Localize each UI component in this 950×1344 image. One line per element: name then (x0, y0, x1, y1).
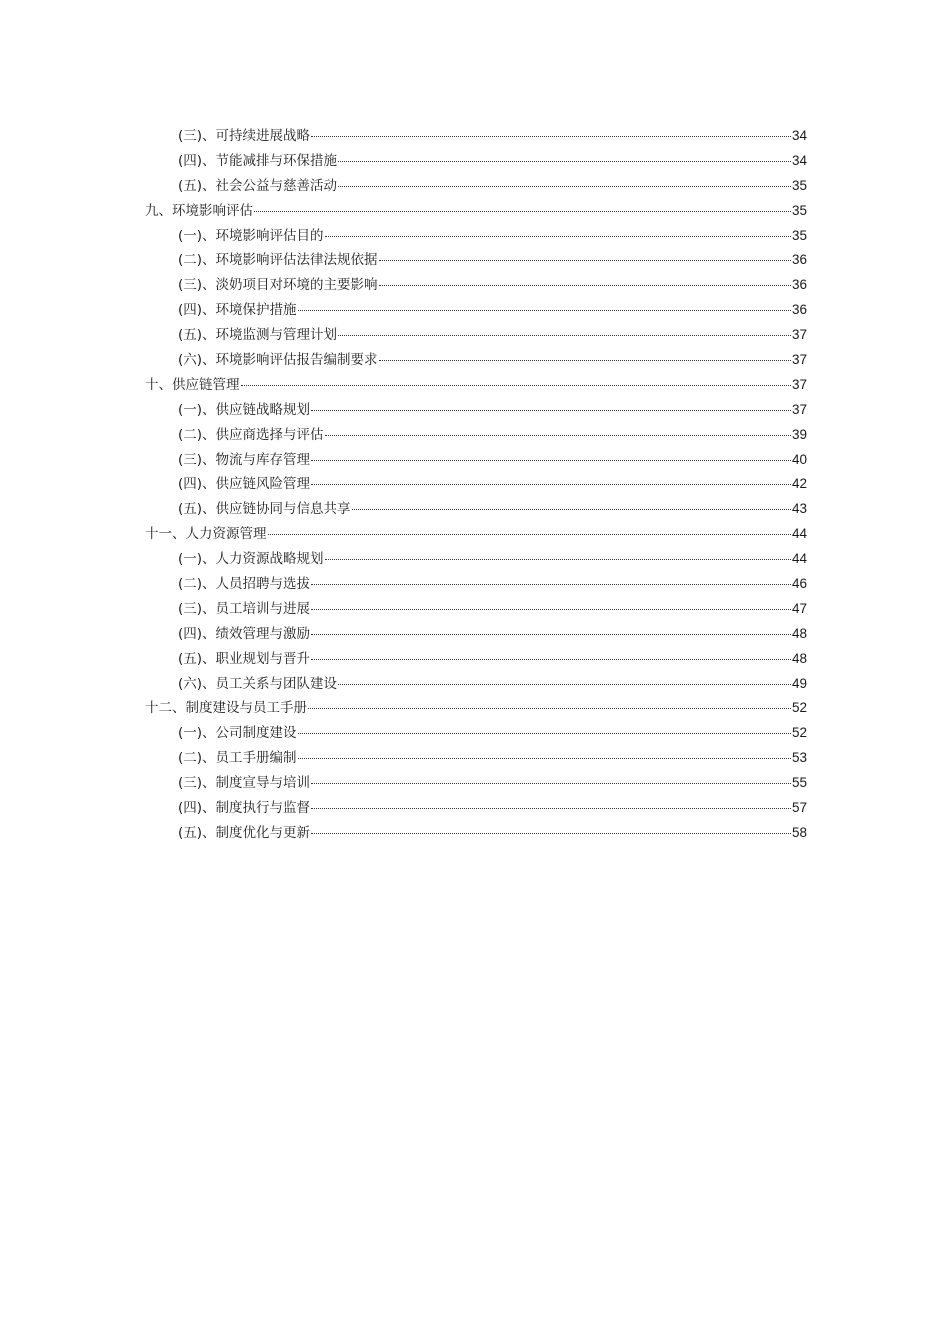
toc-dot-leader (338, 334, 791, 336)
toc-page-number: 37 (791, 401, 807, 417)
toc-dot-leader (311, 409, 791, 411)
toc-dot-leader (311, 807, 791, 809)
toc-section-entry[interactable] (145, 572, 807, 597)
toc-dot-leader (379, 359, 791, 361)
toc-section-entry[interactable] (145, 647, 807, 672)
toc-chapter-entry[interactable] (145, 522, 807, 547)
toc-section-entry[interactable] (145, 796, 807, 821)
toc-section-entry[interactable] (145, 821, 807, 846)
toc-entry-title: (三)、员工培训与进展 (178, 600, 311, 617)
toc-dot-leader (338, 185, 791, 187)
toc-entry-title: 十一、人力资源管理 (145, 526, 267, 543)
toc-page-number: 35 (791, 227, 807, 243)
toc-entry-title: (四)、供应链风险管理 (178, 476, 311, 493)
toc-entry-title: 九、环境影响评估 (145, 202, 253, 219)
toc-dot-leader (379, 284, 791, 286)
toc-page-number: 52 (791, 725, 807, 741)
toc-dot-leader (311, 832, 791, 834)
toc-section-entry[interactable] (145, 597, 807, 622)
toc-entry-title: (三)、淡奶项目对环境的主要影响 (178, 277, 378, 294)
toc-dot-leader (268, 533, 791, 535)
table-of-contents (145, 124, 807, 846)
toc-entry-title: (六)、环境影响评估报告编制要求 (178, 352, 378, 369)
toc-page-number: 46 (791, 576, 807, 592)
toc-dot-leader (311, 633, 791, 635)
toc-page-number: 35 (791, 177, 807, 193)
toc-entry-title: (一)、人力资源战略规划 (178, 551, 324, 568)
toc-page-number: 35 (791, 202, 807, 218)
toc-dot-leader (308, 707, 791, 709)
toc-page-number: 48 (791, 625, 807, 641)
toc-chapter-entry[interactable] (145, 696, 807, 721)
toc-section-entry[interactable] (145, 746, 807, 771)
toc-page-number: 42 (791, 476, 807, 492)
toc-dot-leader (325, 434, 791, 436)
toc-page-number: 37 (791, 352, 807, 368)
toc-dot-leader (311, 608, 791, 610)
toc-entry-title: (二)、员工手册编制 (178, 750, 297, 767)
toc-dot-leader (298, 757, 791, 759)
toc-dot-leader (311, 583, 791, 585)
toc-entry-title: (五)、职业规划与晋升 (178, 650, 311, 667)
toc-section-entry[interactable] (145, 448, 807, 473)
toc-section-entry[interactable] (145, 672, 807, 697)
toc-section-entry[interactable] (145, 547, 807, 572)
toc-section-entry[interactable] (145, 472, 807, 497)
toc-page-number: 36 (791, 277, 807, 293)
toc-page-number: 44 (791, 551, 807, 567)
toc-dot-leader (325, 235, 791, 237)
toc-entry-title: 十、供应链管理 (145, 376, 240, 393)
toc-section-entry[interactable] (145, 323, 807, 348)
toc-page-number: 37 (791, 327, 807, 343)
toc-dot-leader (298, 732, 791, 734)
toc-entry-title: (二)、供应商选择与评估 (178, 426, 324, 443)
toc-section-entry[interactable] (145, 771, 807, 796)
toc-page-number: 49 (791, 675, 807, 691)
toc-section-entry[interactable] (145, 124, 807, 149)
toc-section-entry[interactable] (145, 622, 807, 647)
toc-section-entry[interactable] (145, 174, 807, 199)
toc-page-number: 47 (791, 600, 807, 616)
toc-section-entry[interactable] (145, 721, 807, 746)
toc-dot-leader (311, 658, 791, 660)
toc-section-entry[interactable] (145, 348, 807, 373)
toc-entry-title: (四)、制度执行与监督 (178, 800, 311, 817)
toc-section-entry[interactable] (145, 273, 807, 298)
toc-entry-title: (四)、节能减排与环保措施 (178, 152, 338, 169)
toc-section-entry[interactable] (145, 248, 807, 273)
toc-page-number: 52 (791, 700, 807, 716)
toc-section-entry[interactable] (145, 497, 807, 522)
toc-entry-title: (四)、绩效管理与激励 (178, 625, 311, 642)
toc-entry-title: (三)、制度宣导与培训 (178, 775, 311, 792)
toc-chapter-entry[interactable] (145, 199, 807, 224)
toc-entry-title: (一)、环境影响评估目的 (178, 227, 324, 244)
toc-section-entry[interactable] (145, 398, 807, 423)
toc-entry-title: (二)、环境影响评估法律法规依据 (178, 252, 378, 269)
toc-page-number: 34 (791, 128, 807, 143)
toc-section-entry[interactable] (145, 423, 807, 448)
toc-dot-leader (241, 384, 791, 386)
toc-page-number: 57 (791, 800, 807, 816)
toc-entry-title: (五)、供应链协同与信息共享 (178, 501, 351, 518)
toc-page-number: 48 (791, 650, 807, 666)
toc-entry-title: (五)、环境监测与管理计划 (178, 327, 338, 344)
toc-dot-leader (311, 782, 791, 784)
toc-page-number: 39 (791, 426, 807, 442)
toc-entry-title: (五)、社会公益与慈善活动 (178, 177, 338, 194)
toc-entry-title: (二)、人员招聘与选拔 (178, 576, 311, 593)
toc-entry-title: (三)、可持续进展战略 (178, 128, 311, 144)
toc-dot-leader (379, 259, 791, 261)
toc-entry-title: (五)、制度优化与更新 (178, 824, 311, 841)
toc-dot-leader (338, 160, 791, 162)
toc-page-number: 40 (791, 451, 807, 467)
toc-dot-leader (311, 135, 791, 137)
toc-page-number: 53 (791, 750, 807, 766)
toc-entry-title: (一)、公司制度建设 (178, 725, 297, 742)
toc-page-number: 37 (791, 376, 807, 392)
toc-entry-title: 十二、制度建设与员工手册 (145, 700, 307, 717)
toc-entry-title: (六)、员工关系与团队建设 (178, 675, 338, 692)
toc-page-number: 43 (791, 501, 807, 517)
toc-dot-leader (254, 210, 791, 212)
toc-dot-leader (298, 309, 791, 311)
toc-page-number: 58 (791, 824, 807, 840)
toc-entry-title: (三)、物流与库存管理 (178, 451, 311, 468)
toc-page-number: 44 (791, 526, 807, 542)
toc-page-number: 36 (791, 302, 807, 318)
toc-dot-leader (325, 558, 791, 560)
toc-entry-title: (一)、供应链战略规划 (178, 401, 311, 418)
toc-dot-leader (338, 683, 791, 685)
toc-section-entry[interactable] (145, 224, 807, 249)
toc-page-number: 36 (791, 252, 807, 268)
toc-dot-leader (311, 483, 791, 485)
toc-page-number: 34 (791, 152, 807, 168)
toc-dot-leader (311, 459, 791, 461)
toc-dot-leader (352, 508, 791, 510)
toc-page-number: 55 (791, 775, 807, 791)
toc-chapter-entry[interactable] (145, 373, 807, 398)
toc-section-entry[interactable] (145, 149, 807, 174)
toc-section-entry[interactable] (145, 298, 807, 323)
toc-entry-title: (四)、环境保护措施 (178, 302, 297, 319)
